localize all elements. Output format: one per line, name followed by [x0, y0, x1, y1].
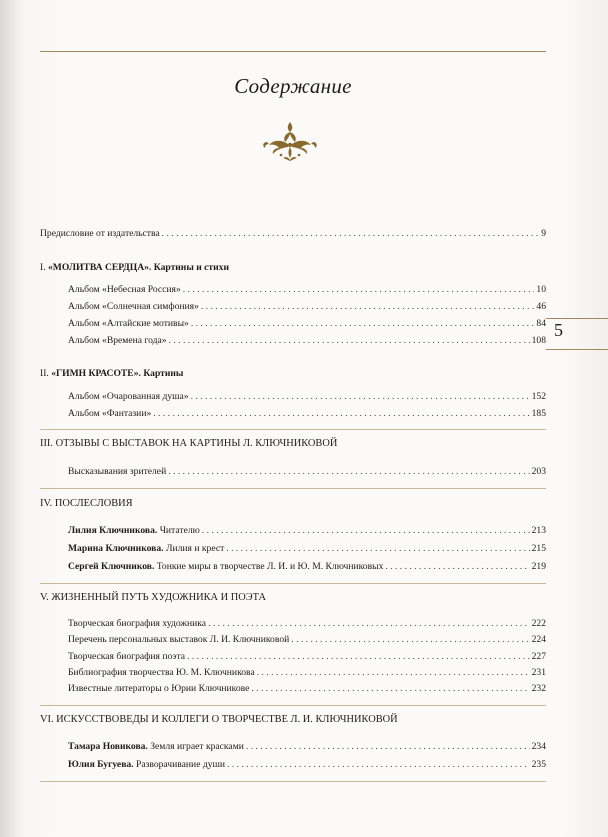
toc-entry[interactable]: Лилия Ключникова. Читателю . . . 213	[68, 525, 546, 537]
leader-dots	[187, 651, 530, 663]
toc-entry[interactable]: Альбом «Времена года» . . . 108	[68, 335, 546, 347]
section-heading-1: I. «МОЛИТВА СЕРДЦА». Картины и стихи	[40, 262, 229, 273]
leader-dots	[191, 391, 530, 403]
leader-dots	[169, 335, 530, 347]
leader-dots	[168, 466, 529, 478]
toc-entry[interactable]: Перечень персональных выставок Л. И. Ключниковой . . . 224	[68, 634, 546, 646]
toc-entry-title: Предисловие от издательства	[40, 228, 160, 239]
leader-dots	[226, 543, 529, 555]
leader-dots	[191, 318, 535, 330]
leader-dots	[208, 618, 530, 630]
leader-dots	[183, 284, 535, 296]
toc-entry[interactable]: Тамара Новикова. Земля играет красками . . . 234	[68, 741, 546, 753]
section-divider	[40, 583, 546, 584]
section-heading-5: V. ЖИЗНЕННЫЙ ПУТЬ ХУДОЖНИКА И ПОЭТА	[40, 592, 266, 603]
page-number: 5	[554, 320, 563, 340]
leader-dots	[291, 634, 529, 646]
toc-entry-page: 9	[541, 228, 546, 239]
toc-entry[interactable]: Юлия Бугуева. Разворачивание души . . . 235	[68, 759, 546, 771]
toc-entry[interactable]: Сергей Ключников. Тонкие миры в творчестве Л. И. и Ю. М. Ключниковых . . . 219	[68, 561, 546, 573]
section-heading-3: III. ОТЗЫВЫ С ВЫСТАВОК НА КАРТИНЫ Л. КЛЮЧНИКОВОЙ	[40, 438, 338, 449]
fleuron-ornament-icon	[259, 120, 321, 162]
leader-dots	[227, 759, 530, 771]
toc-entry[interactable]: Марина Ключникова. Лилия и крест . . . 215	[68, 543, 546, 555]
leader-dots	[162, 228, 540, 240]
leader-dots	[246, 741, 530, 753]
leader-dots	[385, 561, 529, 573]
toc-entry[interactable]: Альбом «Небесная Россия» . . . 10	[68, 284, 546, 296]
toc-entry[interactable]: Альбом «Фантазии» . . . 185	[68, 408, 546, 420]
leader-dots	[201, 301, 535, 313]
leader-dots	[257, 667, 530, 679]
section-divider	[40, 781, 546, 782]
section-divider	[40, 705, 546, 706]
section-divider	[40, 488, 546, 489]
section-heading-4: IV. ПОСЛЕСЛОВИЯ	[40, 498, 133, 509]
section-heading-2: II. «ГИМН КРАСОТЕ». Картины	[40, 368, 184, 379]
toc-entry[interactable]: Творческая биография художника . . . 222	[68, 618, 546, 630]
toc-entry[interactable]: Высказывания зрителей . . . 203	[68, 466, 546, 478]
section-divider	[40, 429, 546, 430]
toc-entry[interactable]: Альбом «Очарованная душа» . . . 152	[68, 391, 546, 403]
leader-dots	[153, 408, 529, 420]
toc-entry-preface[interactable]	[40, 228, 546, 240]
leader-dots	[251, 683, 529, 695]
toc-entry[interactable]: Библиография творчества Ю. М. Ключникова . . . 231	[68, 667, 546, 679]
section-heading-6: VI. ИСКУССТВОВЕДЫ И КОЛЛЕГИ О ТВОРЧЕСТВЕ Л. И. КЛЮЧНИКОВОЙ	[40, 714, 398, 725]
toc-entry[interactable]: Творческая биография поэта . . . 227	[68, 651, 546, 663]
top-rule	[40, 51, 546, 52]
toc-entry[interactable]: Известные литераторы о Юрии Ключникове . . . 232	[68, 683, 546, 695]
page-title: Содержание	[234, 74, 352, 98]
toc-entry[interactable]: Альбом «Солнечная симфония» . . . 46	[68, 301, 546, 313]
leader-dots	[202, 525, 530, 537]
toc-entry[interactable]: Альбом «Алтайские мотивы» . . . 84	[68, 318, 546, 330]
